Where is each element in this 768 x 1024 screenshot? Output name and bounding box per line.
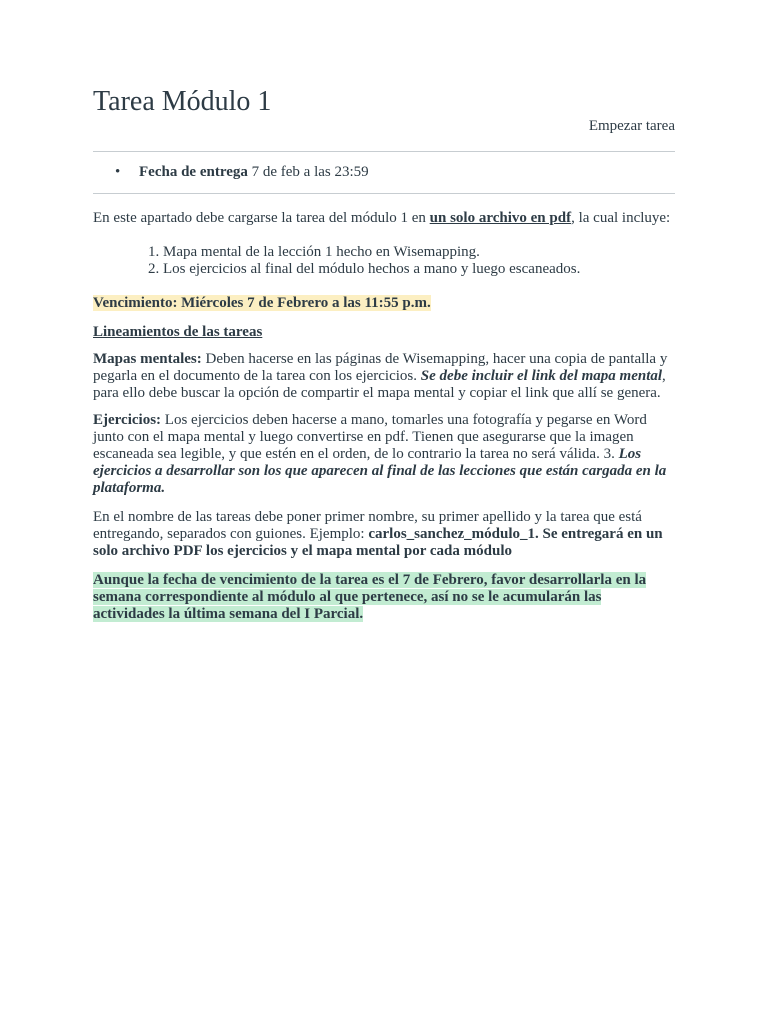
note-text: Aunque la fecha de vencimiento de la tarea es el 7 de Febrero, favor desarrollarla en la semana correspondiente al módulo al que pertenece, así no se le acumularán las actividades la última semana del I Parcial. — [93, 572, 647, 622]
intro-paragraph — [93, 210, 675, 227]
exercises-label: Ejercicios: — [93, 412, 162, 428]
due-date-item — [115, 162, 675, 182]
mind-maps-text-after: , para ello debe buscar la opción de compartir el mapa mental y copiar el link que allí se genera. — [93, 368, 666, 401]
exercises-emphasis: Los ejercicios a desarrollar son los que aparecen al final de las lecciones que están cargada en la plataforma. — [93, 446, 667, 496]
deadline-paragraph — [93, 295, 675, 312]
guidelines-title: Lineamientos de las tareas — [93, 324, 263, 340]
page-title: Tarea Módulo 1 — [93, 86, 272, 117]
naming-paragraph — [93, 509, 675, 560]
mind-maps-paragraph — [93, 351, 675, 402]
requirement-item: 1. Mapa mental de la lección 1 hecho en Wisemapping. — [163, 244, 675, 261]
deadline-text: Vencimiento: Miércoles 7 de Febrero a las 11:55 p.m. — [93, 295, 431, 311]
mind-maps-emphasis: Se debe incluir el link del mapa mental — [420, 368, 663, 384]
naming-text: En el nombre de las tareas debe poner primer nombre, su primer apellido y la tarea que está entregando, separados con guiones. Ejemplo: — [93, 509, 642, 542]
intro-text: En este apartado debe cargarse la tarea del módulo 1 en — [93, 210, 430, 226]
start-assignment-button[interactable]: Empezar tarea — [588, 118, 675, 134]
due-date-value: 7 de feb a las 23:59 — [251, 164, 369, 180]
naming-example: carlos_sanchez_módulo_1. Se entregará en un solo archivo PDF los ejercicios y el mapa mental por cada módulo — [93, 526, 663, 559]
details-divider — [93, 193, 675, 194]
mind-maps-text: Deben hacerse en las páginas de Wisemapping, hacer una copia de pantalla y pegarla en el documento de la tarea con los ejercicios. — [93, 351, 668, 384]
exercises-text: Los ejercicios deben hacerse a mano, tomarles una fotografía y pegarse en Word junto con el mapa mental y luego convertirse en pdf. Tienen que asegurarse que la imagen escaneada sea legible, y que estén en el orden, de lo contrario la tarea no será válida. 3. — [93, 412, 647, 462]
bullet-icon: • — [115, 164, 121, 180]
mind-maps-label: Mapas mentales: — [93, 351, 202, 367]
requirements-list — [93, 244, 675, 278]
intro-text-after: , la cual incluye: — [571, 210, 671, 226]
due-date-label: Fecha de entrega — [139, 164, 248, 180]
assignment-description — [93, 210, 675, 623]
note-paragraph — [93, 572, 675, 623]
assignment-page — [93, 82, 675, 623]
single-pdf-emphasis: un solo archivo en pdf — [429, 210, 572, 226]
requirement-item: 2. Los ejercicios al final del módulo hechos a mano y luego escaneados. — [163, 261, 675, 278]
guidelines-heading — [93, 324, 675, 341]
assignment-details — [93, 152, 675, 193]
exercises-paragraph — [93, 412, 675, 497]
